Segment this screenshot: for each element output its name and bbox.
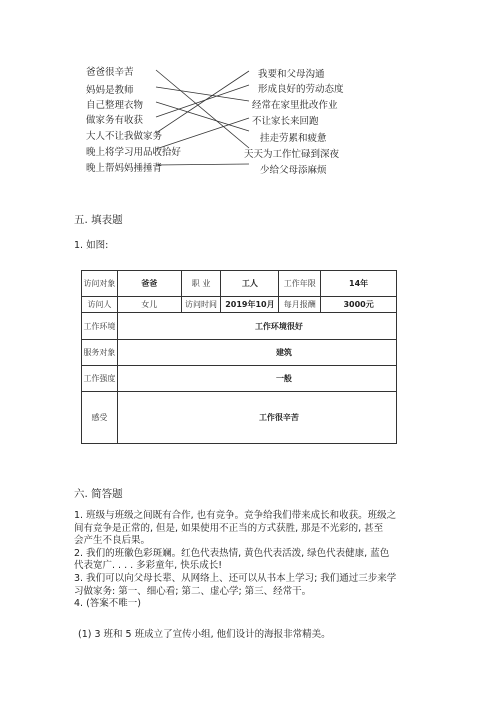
- right-item: 挂走劳累和疲惫: [260, 133, 327, 144]
- answer-line: (1) 3 班和 5 班成立了宣传小组, 他们设计的海报非常精美。: [78, 629, 331, 640]
- left-item: 大人不让我做家务: [86, 131, 163, 142]
- left-item: 妈妈是教师: [86, 85, 134, 96]
- answer-line: 代表宽广. . . . 多彩童年, 快乐成长!: [74, 560, 223, 572]
- label-salary: 每月报酬: [279, 297, 321, 313]
- right-item: 经常在家里批改作业: [252, 100, 338, 111]
- section-title: 五. 填表题: [74, 214, 123, 226]
- match-line: [156, 70, 249, 148]
- section-title: 六. 简答题: [74, 488, 123, 500]
- value-time: 2019年10月: [221, 297, 279, 313]
- answer-line: 3. 我们可以向父母长辈、从网络上、还可以从书本上学习; 我们通过三步来学: [74, 572, 397, 584]
- label-feeling: 感受: [82, 392, 118, 444]
- left-item: 做家务有收获: [86, 115, 144, 126]
- value-feeling: 工作很辛苦: [117, 392, 396, 444]
- value-service: 建筑: [117, 340, 396, 366]
- answer-line: 2. 我们的班徽色彩斑斓。红色代表热情, 黄色代表活泼, 绿色代表健康, 蓝色: [74, 547, 390, 559]
- label-time: 访问时间: [181, 297, 221, 313]
- label-visit-target: 访问对象: [82, 271, 118, 297]
- left-item: 自己整理衣物: [86, 100, 144, 111]
- answer-line: 1. 班级与班级之间既有合作, 也有竞争。竞争给我们带来成长和收获。班级之: [74, 510, 397, 521]
- value-intensity: 一般: [117, 366, 396, 392]
- match-line: [156, 102, 249, 131]
- answer-line: 间有竞争是正常的, 但是, 如果使用不正当的方式获胜, 那是不光彩的, 甚至: [74, 522, 384, 534]
- value-visitor: 女儿: [117, 297, 181, 313]
- match-line: [156, 87, 249, 101]
- match-line: [156, 85, 249, 117]
- matching-lines: [0, 0, 500, 200]
- value-years: 14年: [321, 271, 397, 297]
- match-line: [156, 71, 249, 133]
- label-years: 工作年限: [279, 271, 321, 297]
- answer-line: 习做家务: 第一、细心看; 第二、虚心学; 第三、经常干。: [74, 585, 312, 597]
- right-item: 形成良好的劳动态度: [258, 84, 344, 95]
- match-line: [156, 118, 249, 149]
- value-salary: 3000元: [321, 297, 397, 313]
- right-item: 不让家长来回跑: [252, 116, 319, 127]
- label-visitor: 访问人: [82, 297, 118, 313]
- label-environment: 工作环境: [82, 313, 118, 340]
- value-environment: 工作环境很好: [117, 313, 396, 340]
- answer-line: 4. (答案不唯一): [74, 598, 141, 610]
- value-visit-target: 爸爸: [117, 271, 181, 297]
- label-service: 服务对象: [82, 340, 118, 366]
- answer-line: 会产生不良后果。: [74, 535, 151, 547]
- right-item: 天天为工作忙碌到深夜: [244, 149, 340, 160]
- left-item: 晚上帮妈妈捶捶背: [86, 163, 163, 174]
- left-item: 晚上将学习用品收拾好: [86, 147, 182, 158]
- value-job: 工人: [221, 271, 279, 297]
- right-item: 我要和父母沟通: [258, 69, 325, 80]
- question-label: 1. 如图:: [74, 240, 109, 251]
- label-job: 职 业: [181, 271, 221, 297]
- label-intensity: 工作强度: [82, 366, 118, 392]
- match-line: [156, 164, 249, 165]
- left-item: 爸爸很辛苦: [86, 67, 134, 78]
- visit-table: [81, 270, 397, 444]
- answer-block: [74, 510, 396, 611]
- right-item: 少给父母添麻烦: [260, 165, 327, 176]
